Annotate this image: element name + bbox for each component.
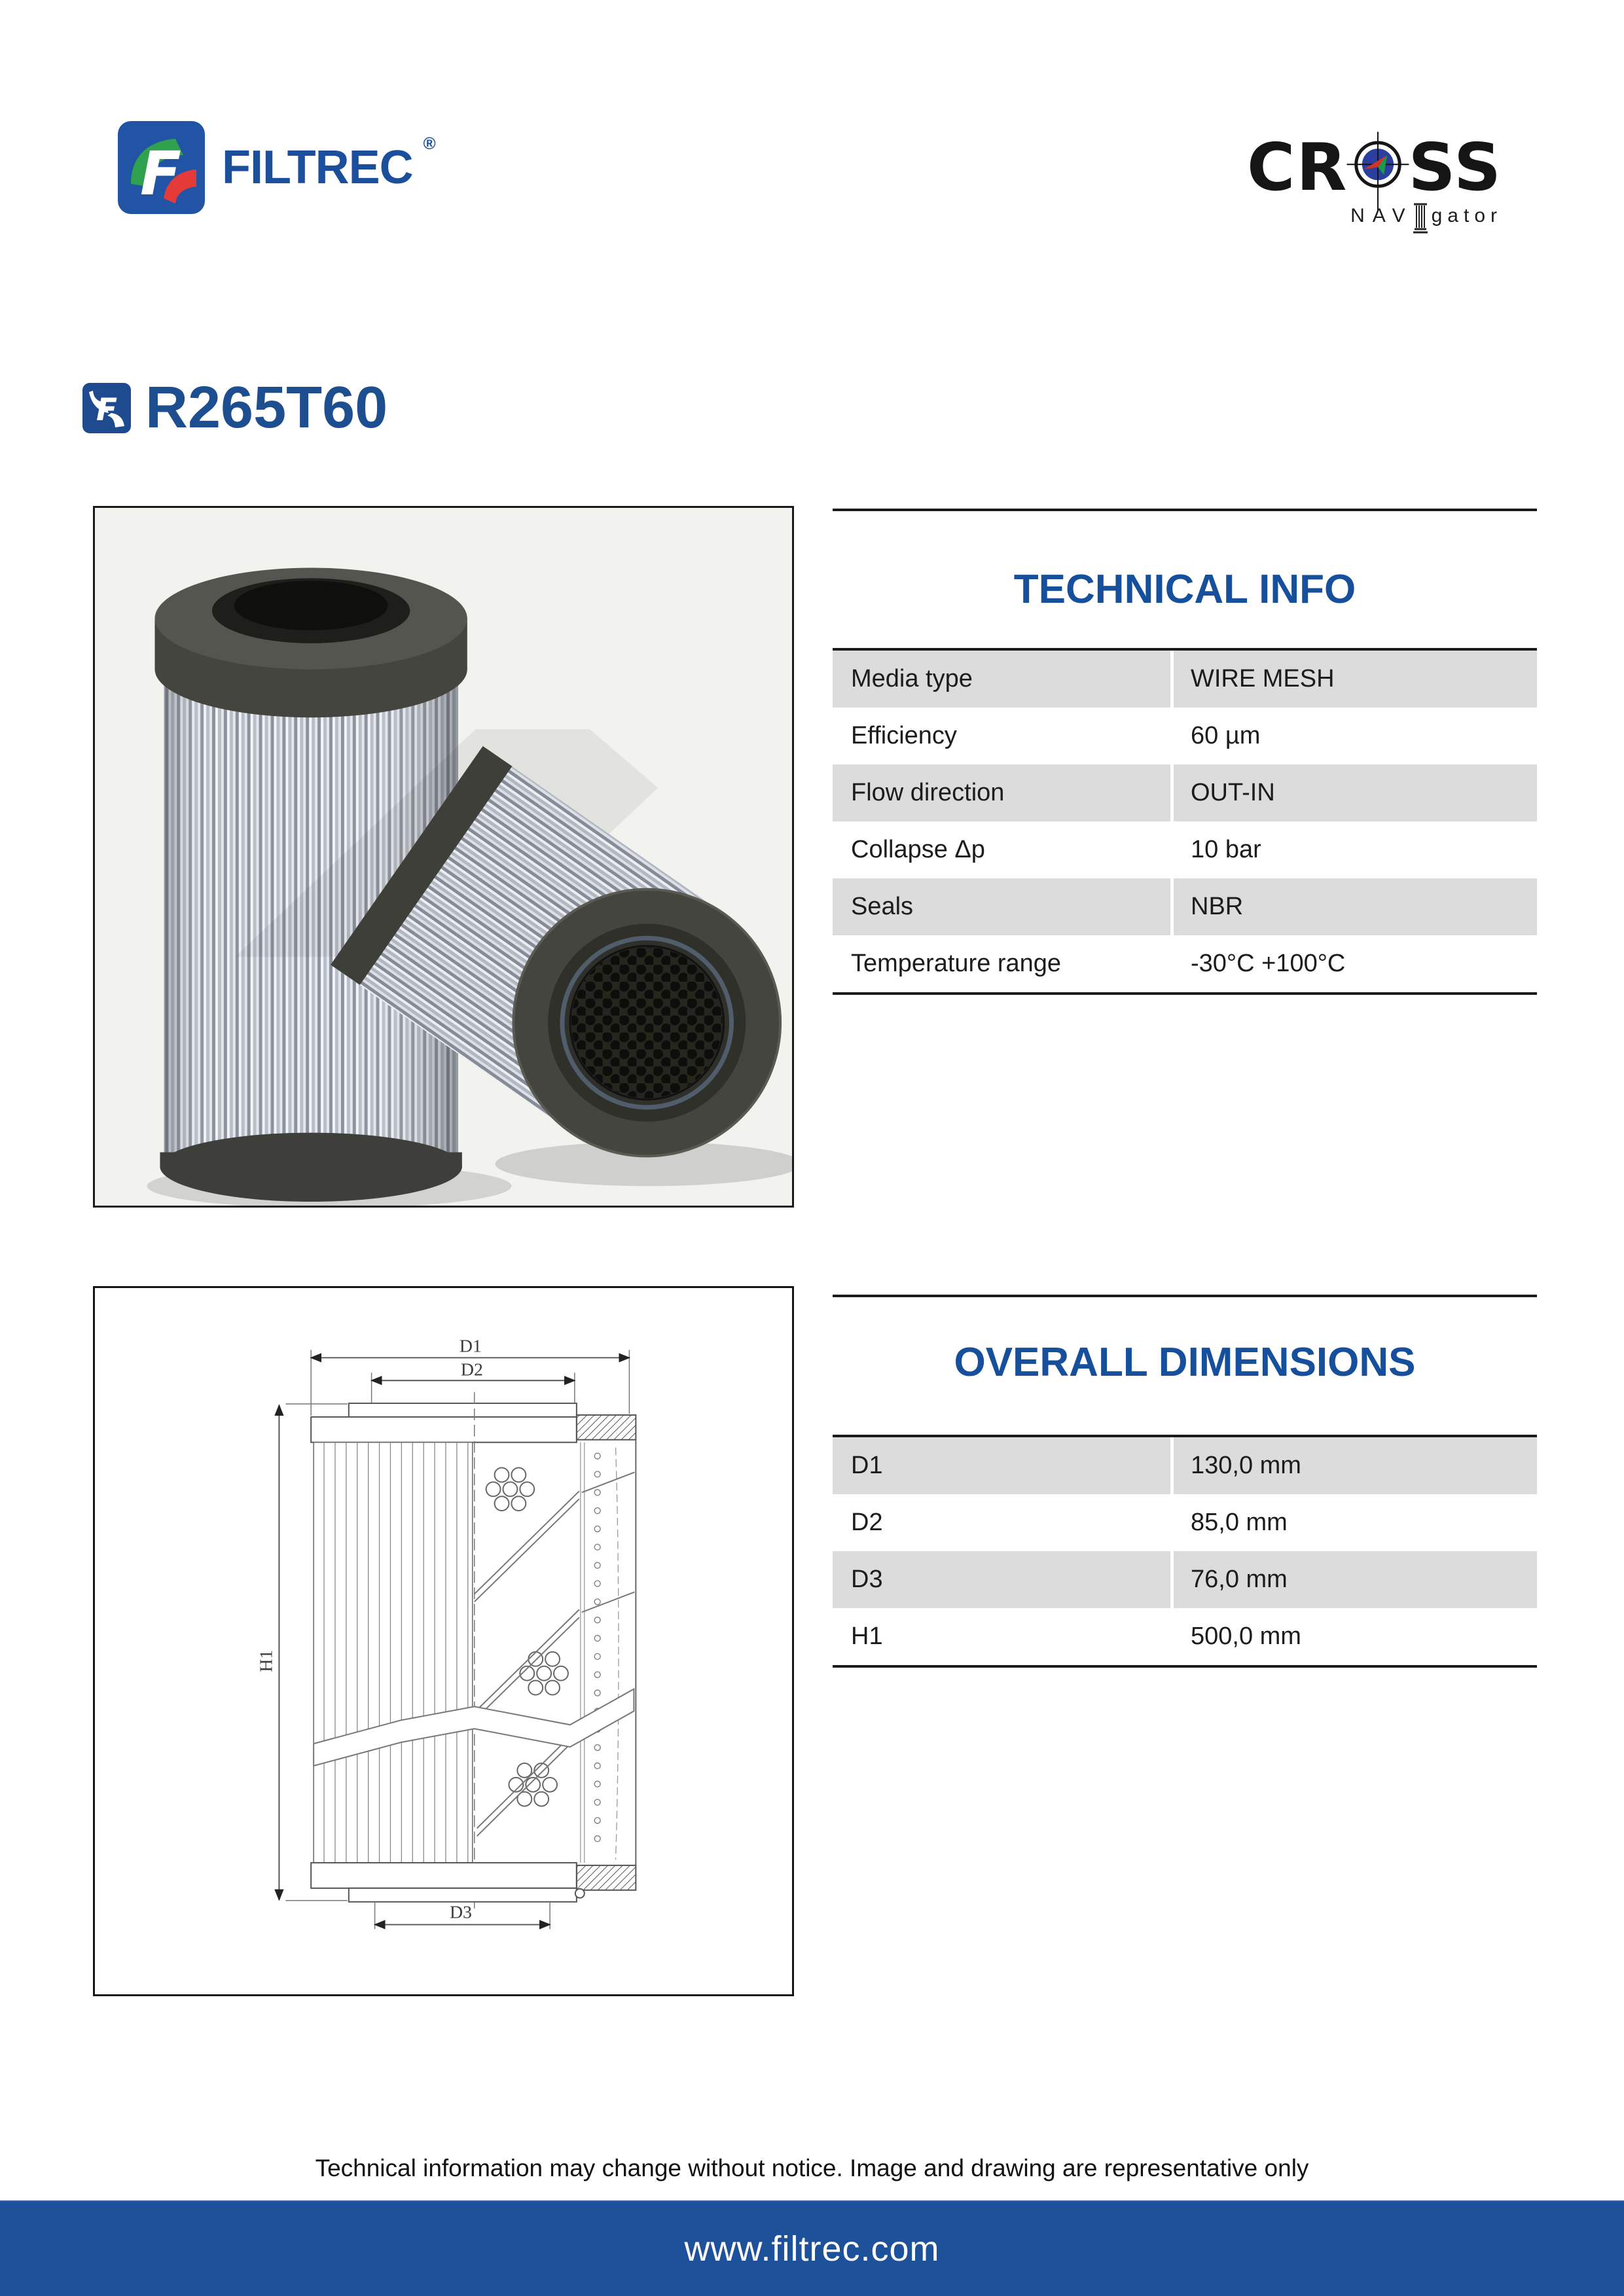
row-label: Flow direction bbox=[833, 764, 1170, 821]
row-label: D3 bbox=[833, 1551, 1170, 1608]
dimension-drawing bbox=[93, 1286, 794, 1996]
product-code: R265T60 bbox=[145, 375, 388, 440]
row-label: Temperature range bbox=[833, 935, 1170, 992]
row-label: D2 bbox=[833, 1494, 1170, 1551]
technical-info-title: TECHNICAL INFO bbox=[1013, 567, 1356, 612]
disclaimer-text: Technical information may change without notice. Image and drawing are representative only bbox=[315, 2155, 1309, 2181]
row-value: NBR bbox=[1174, 878, 1537, 935]
row-value: WIRE MESH bbox=[1174, 651, 1537, 708]
row-value: 85,0 mm bbox=[1174, 1494, 1537, 1551]
row-label: Seals bbox=[833, 878, 1170, 935]
footer-bar bbox=[0, 2200, 1624, 2296]
technical-info-rule bbox=[833, 509, 1537, 511]
cross-logo-cr: CR bbox=[1247, 129, 1348, 206]
registered-trademark-icon: ® bbox=[423, 134, 435, 153]
row-label: H1 bbox=[833, 1608, 1170, 1665]
website-link[interactable]: www.filtrec.com bbox=[684, 2229, 940, 2269]
row-label: Collapse Δp bbox=[833, 821, 1170, 878]
technical-info-table bbox=[833, 648, 1537, 995]
filter-section-drawing bbox=[95, 1288, 792, 1994]
row-label: Efficiency bbox=[833, 708, 1170, 764]
compass-icon bbox=[1345, 130, 1411, 213]
overall-dimensions-rule bbox=[833, 1295, 1537, 1297]
overall-dimensions-title: OVERALL DIMENSIONS bbox=[954, 1340, 1416, 1385]
table-row bbox=[833, 708, 1537, 764]
svg-text:D2: D2 bbox=[460, 1359, 483, 1380]
svg-text:H1: H1 bbox=[256, 1649, 277, 1672]
row-value: 130,0 mm bbox=[1174, 1437, 1537, 1494]
table-row bbox=[833, 1437, 1537, 1494]
row-label: D1 bbox=[833, 1437, 1170, 1494]
table-row bbox=[833, 651, 1537, 708]
row-value: 60 µm bbox=[1174, 708, 1537, 764]
cross-logo-ss: SS bbox=[1408, 129, 1502, 206]
table-row bbox=[833, 935, 1537, 992]
row-value: OUT-IN bbox=[1174, 764, 1537, 821]
table-row bbox=[833, 764, 1537, 821]
svg-text:D3: D3 bbox=[449, 1902, 472, 1923]
table-row bbox=[833, 1551, 1537, 1608]
product-title-row bbox=[82, 375, 388, 440]
filtrec-mini-icon bbox=[82, 383, 131, 433]
table-row bbox=[833, 821, 1537, 878]
table-row bbox=[833, 1608, 1537, 1665]
filtrec-wordmark: FILTREC ® bbox=[222, 134, 435, 194]
cross-navigator-logo bbox=[1247, 126, 1502, 232]
product-photo bbox=[93, 506, 794, 1208]
row-value: 500,0 mm bbox=[1174, 1608, 1537, 1665]
svg-text:D1: D1 bbox=[459, 1336, 482, 1357]
column-icon bbox=[1413, 203, 1428, 234]
filtrec-logo bbox=[118, 121, 435, 214]
cross-logo-nav: NAV bbox=[1350, 205, 1413, 226]
cross-logo-gator: gator bbox=[1431, 205, 1502, 226]
row-value: -30°C +100°C bbox=[1174, 935, 1537, 992]
svg-text:F: F bbox=[140, 139, 181, 209]
table-row bbox=[833, 1494, 1537, 1551]
filter-photo-illustration bbox=[95, 508, 792, 1206]
table-row bbox=[833, 878, 1537, 935]
row-value: 10 bar bbox=[1174, 821, 1537, 878]
row-label: Media type bbox=[833, 651, 1170, 708]
overall-dimensions-table bbox=[833, 1435, 1537, 1668]
row-value: 76,0 mm bbox=[1174, 1551, 1537, 1608]
filtrec-logo-icon bbox=[118, 121, 205, 214]
svg-text:F: F bbox=[96, 391, 118, 428]
